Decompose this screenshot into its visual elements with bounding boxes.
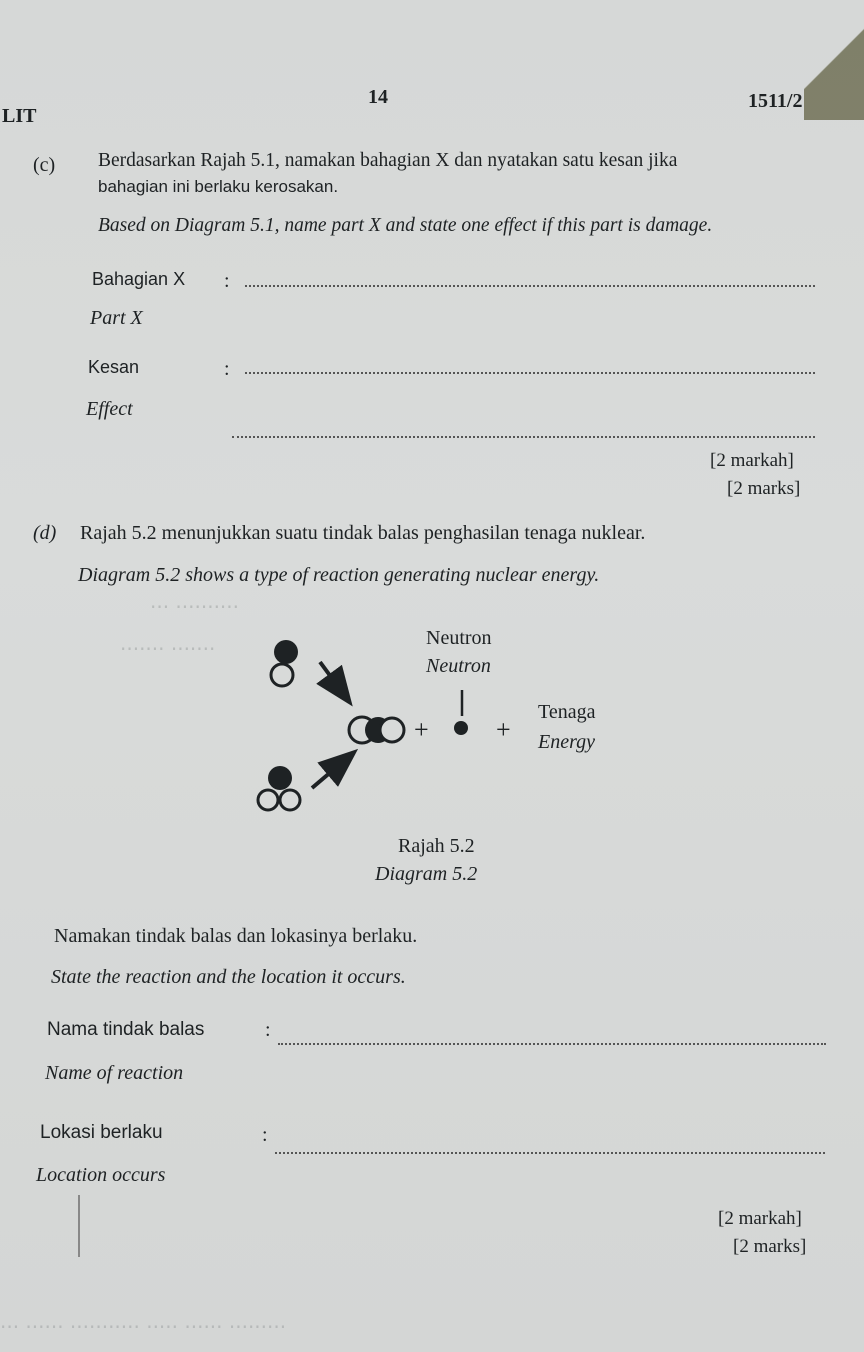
page-number: 14 <box>368 86 388 108</box>
page-corner-shadow <box>804 0 864 120</box>
emitted-neutron-icon <box>454 690 468 735</box>
part-c-field1-answer-line[interactable] <box>245 285 815 287</box>
reactant-nucleus-bottom-icon <box>258 766 300 810</box>
nuclear-fusion-diagram <box>240 620 640 820</box>
part-c-question-ms-line2: bahagian ini berlaku kerosakan. <box>98 177 339 196</box>
header-left-code: LIT <box>2 105 37 127</box>
arrow-top-icon <box>320 662 348 700</box>
part-d-field1-label-ms: Nama tindak balas <box>47 1019 205 1040</box>
part-c-field2-colon: : <box>224 358 230 380</box>
part-c-field2-answer-line-2[interactable] <box>232 436 815 438</box>
part-c-field1-colon: : <box>224 270 230 292</box>
part-c-field2-label-en: Effect <box>86 398 133 420</box>
part-d-question-ms: Namakan tindak balas dan lokasinya berlaku. <box>54 925 418 947</box>
margin-line <box>78 1195 80 1257</box>
part-c-field2-answer-line[interactable] <box>245 372 815 374</box>
part-d-field2-answer-line[interactable] <box>275 1152 825 1154</box>
part-d-intro-en: Diagram 5.2 shows a type of reaction generating nuclear energy. <box>78 564 600 586</box>
bleed-through-text-3: ··· ······ ··········· ····· ······ ········· <box>0 1315 287 1339</box>
part-d-label: (d) <box>33 522 57 544</box>
part-d-marks-ms <box>718 1208 802 1230</box>
diagram-caption-ms: Rajah 5.2 <box>398 835 475 857</box>
part-c-question-ms-line1: Berdasarkan Rajah 5.1, namakan bahagian X dan nyatakan satu kesan jika <box>98 150 678 171</box>
paper-code: 1511/2 <box>748 90 803 112</box>
arrow-bottom-icon <box>312 754 352 788</box>
part-c-field1-label-en: Part X <box>90 307 143 329</box>
part-c-field1-label-ms: Bahagian X <box>92 269 186 289</box>
part-d-marks-en <box>733 1236 806 1258</box>
part-d-field2-label-en: Location occurs <box>36 1164 166 1186</box>
part-c-field2-label-ms: Kesan <box>88 357 140 377</box>
part-c-marks-ms-text: [2 markah] <box>710 450 794 471</box>
part-d-field1-label-en: Name of reaction <box>45 1062 184 1084</box>
label-neutron-ms: Neutron <box>426 627 492 649</box>
part-d-intro-ms: Rajah 5.2 menunjukkan suatu tindak balas penghasilan tenaga nuklear. <box>80 522 646 544</box>
part-c-marks-en-text: [2 marks] <box>727 478 801 499</box>
diagram-caption-en: Diagram 5.2 <box>375 863 478 885</box>
plus-sign-2: + <box>496 715 511 744</box>
bleed-through-text-1: ··· ·········· <box>150 595 240 619</box>
part-d-question-en: State the reaction and the location it occurs. <box>51 966 406 988</box>
part-d-field2-label-ms: Lokasi berlaku <box>40 1122 163 1143</box>
label-energy-en: Energy <box>538 731 596 753</box>
part-d-marks-en-text: [2 marks] <box>733 1236 807 1257</box>
plus-sign-1: + <box>414 715 429 744</box>
label-energy-ms: Tenaga <box>538 701 596 723</box>
part-d-marks-ms-text: [2 markah] <box>718 1208 802 1229</box>
part-c-marks-en <box>727 478 800 500</box>
product-nucleus-icon <box>349 717 404 743</box>
part-d-field2-colon: : <box>262 1124 268 1146</box>
part-c-question-en: Based on Diagram 5.1, name part X and state one effect if this part is damage. <box>98 215 713 236</box>
label-neutron-en: Neutron <box>426 655 491 677</box>
part-d-field1-colon: : <box>265 1019 271 1041</box>
bleed-through-text-2: ······· ······· <box>120 637 216 661</box>
part-c-label: (c) <box>33 154 56 176</box>
part-c-marks-ms <box>710 450 794 472</box>
part-d-field1-answer-line[interactable] <box>278 1043 826 1045</box>
reactant-nucleus-top-icon <box>271 640 298 686</box>
